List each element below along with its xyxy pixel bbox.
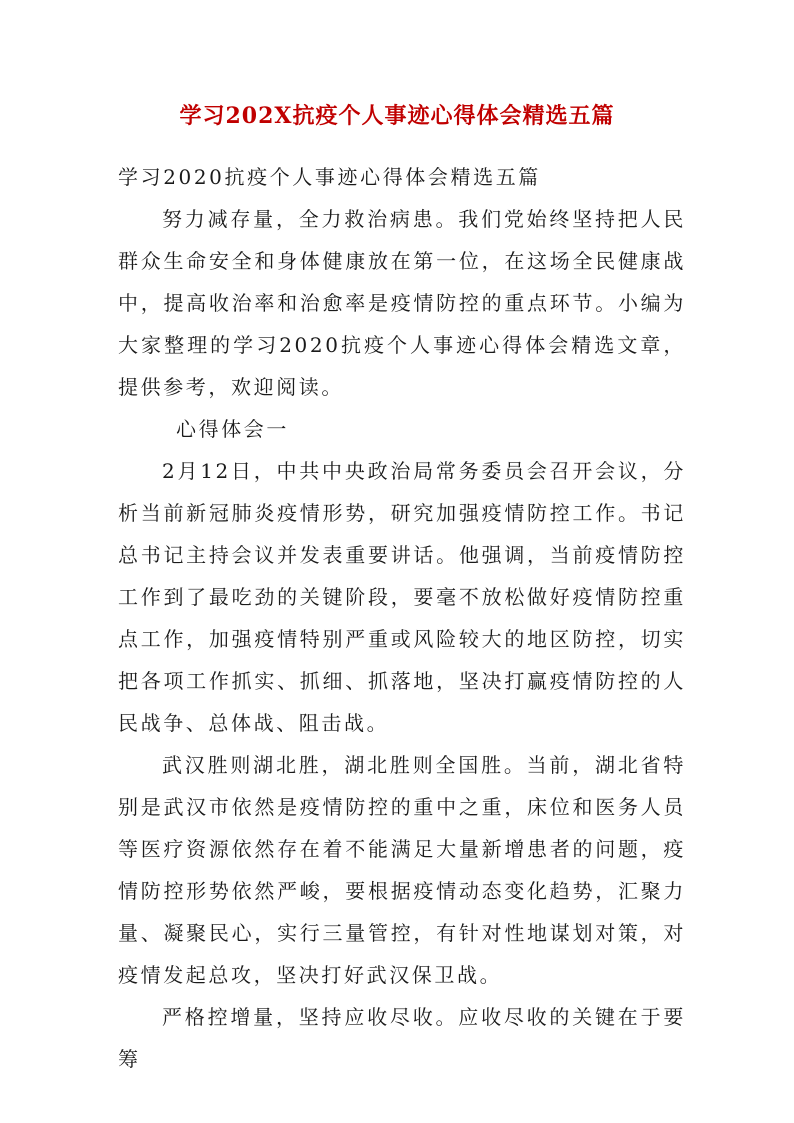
paragraph-meeting: 2月12日，中共中央政治局常务委员会召开会议，分析当前新冠肺炎疫情形势，研究加强疫情防控工作。书记总书记主持会议并发表重要讲话。他强调，当前疫情防控工作到了最吃劲的关键阶段，要毫不放松做好疫情防控重点工作，加强疫情特别严重或风险较大的地区防控，切实把各项工作抓实、抓细、抓落地，坚决打赢疫情防控的人民战争、总体战、阻击战。 <box>118 459 686 735</box>
document-body <box>118 156 686 1080</box>
document-subtitle: 学习2020抗疫个人事迹心得体会精选五篇 <box>118 165 541 189</box>
document-title: 学习202X抗疫个人事迹心得体会精选五篇 <box>179 103 615 129</box>
paragraph-control: 严格控增量，坚持应收尽收。应收尽收的关键在于要筹 <box>118 1005 686 1071</box>
paragraph-intro: 努力减存量，全力救治病患。我们党始终坚持把人民群众生命安全和身体健康放在第一位，在这场全民健康战中，提高收治率和治愈率是疫情防控的重点环节。小编为大家整理的学习2020抗疫个人事迹心得体会精选文章，提供参考，欢迎阅读。 <box>118 207 686 399</box>
paragraph-wuhan: 武汉胜则湖北胜，湖北胜则全国胜。当前，湖北省特别是武汉市依然是疫情防控的重中之重，床位和医务人员等医疗资源依然存在着不能满足大量新增患者的问题，疫情防控形势依然严峻，要根据疫情动态变化趋势，汇聚力量、凝聚民心，实行三量管控，有针对性地谋划对策，对疫情发起总攻，坚决打好武汉保卫战。 <box>118 753 686 987</box>
section-heading: 心得体会一 <box>176 417 289 441</box>
